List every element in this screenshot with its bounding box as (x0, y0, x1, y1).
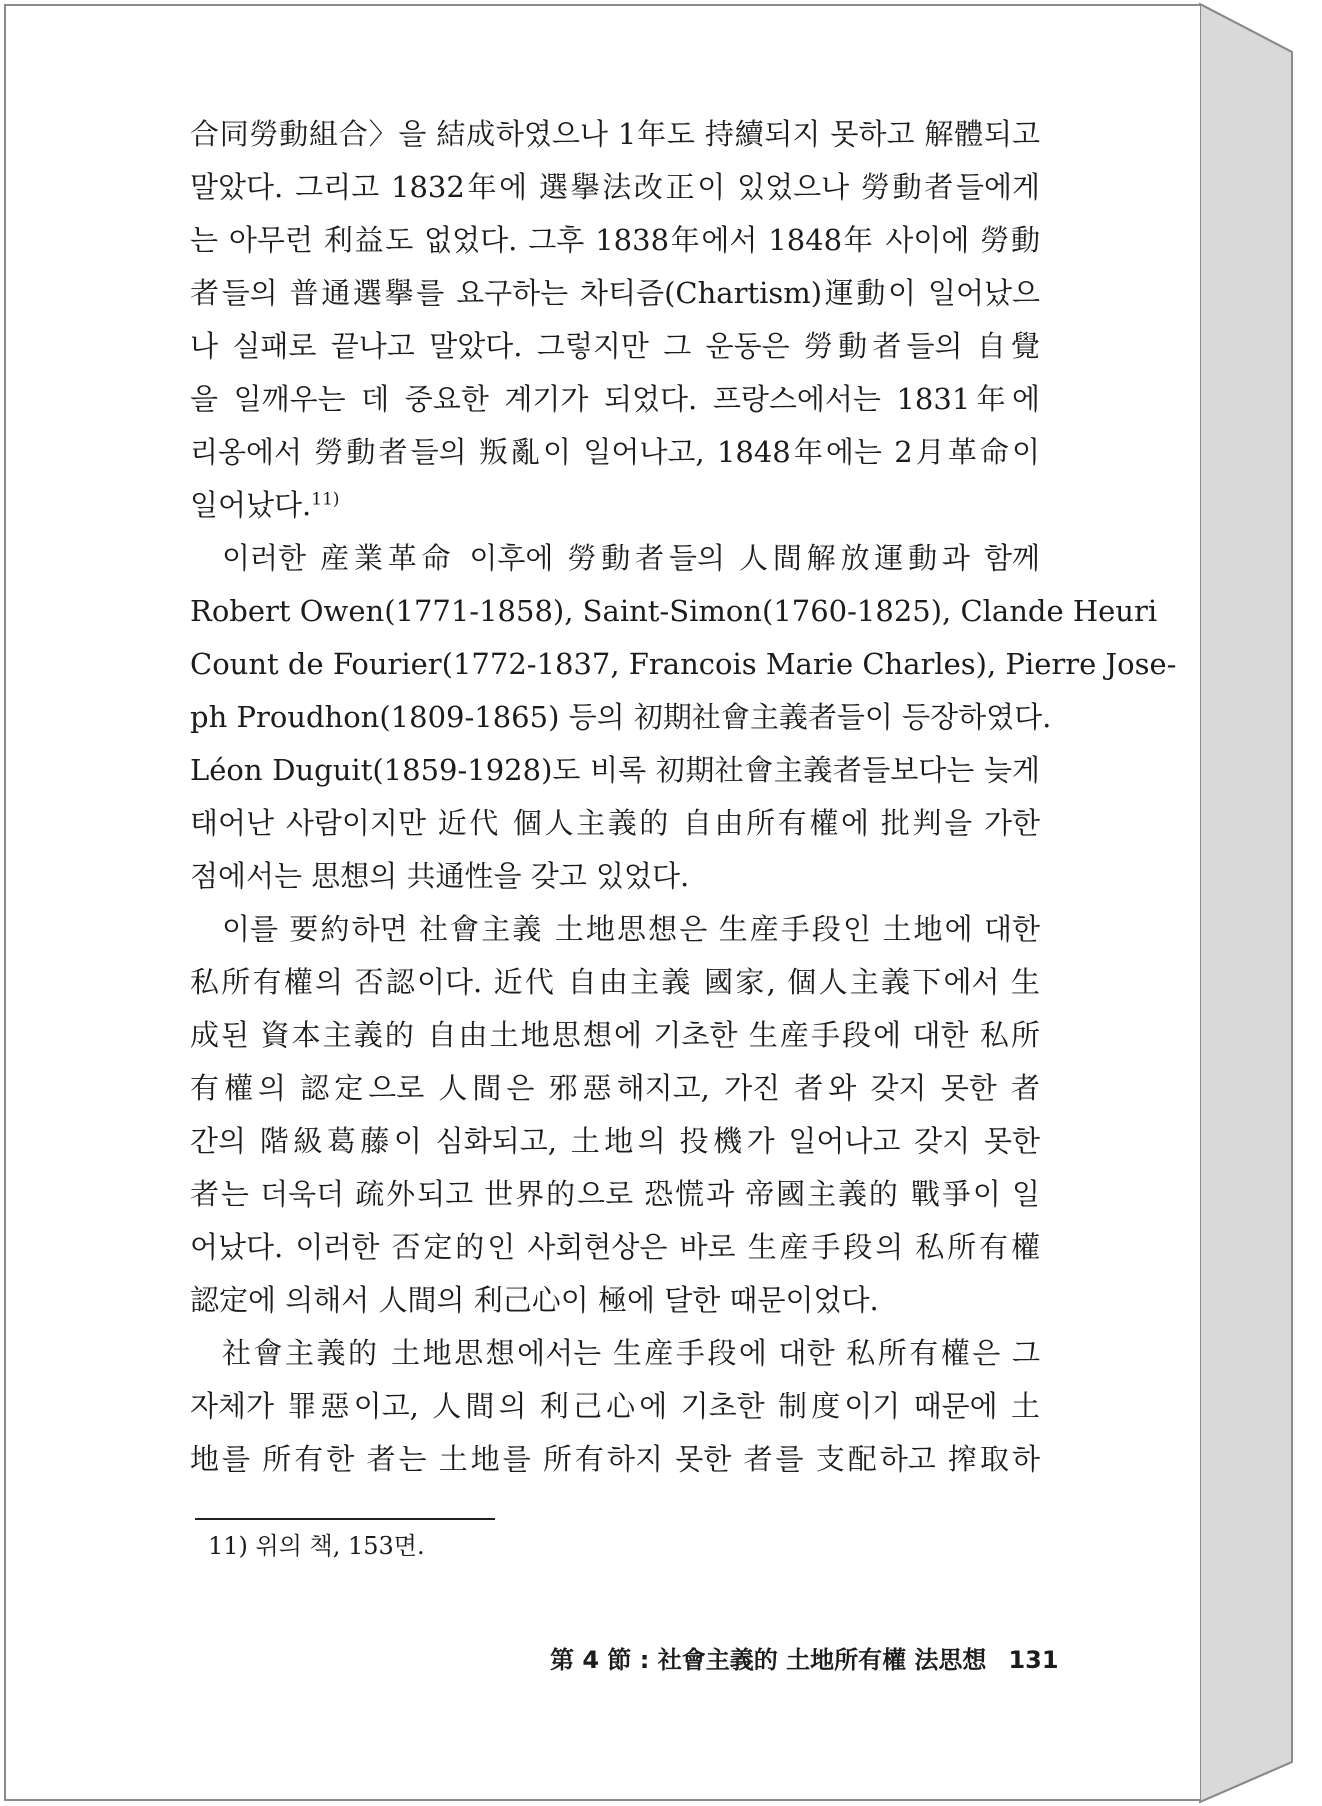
paragraph-start-line: 이를 要約하면 社會主義 土地思想은 生産手段인 土地에 대한 (222, 912, 1040, 946)
body-text (190, 108, 1177, 1486)
paragraph-start-line: 社會主義的 土地思想에서는 生産手段에 대한 私所有權은 그 (222, 1336, 1040, 1370)
text-line: 나 실패로 끝나고 말았다. 그렇지만 그 운동은 勞動者들의 自覺 (190, 329, 1040, 363)
text-line: 地를 所有한 者는 土地를 所有하지 못한 者를 支配하고 搾取하 (190, 1442, 1040, 1476)
text-line: Léon Duguit(1859-1928)도 비록 初期社會主義者들보다는 늦게 (190, 753, 1040, 787)
page-edge-face (1200, 4, 1292, 1802)
text-line: 점에서는 思想의 共通性을 갖고 있었다. (190, 859, 690, 893)
text-line (190, 479, 1040, 532)
text-line: 成된 資本主義的 自由土地思想에 기초한 生産手段에 대한 私所 (190, 1018, 1040, 1052)
text-line: Robert Owen(1771-1858), Saint-Simon(1760-1825), Clande Heuri (190, 594, 1158, 628)
text-line: Count de Fourier(1772-1837, Francois Marie Charles), Pierre Jose- (190, 647, 1177, 681)
paragraph-start-line: 이러한 産業革命 이후에 勞動者들의 人間解放運動과 함께 (222, 541, 1040, 575)
text-line: 간의 階級葛藤이 심화되고, 土地의 投機가 일어나고 갖지 못한 (190, 1124, 1040, 1158)
section-title: 第 4 節 : 社會主義的 土地所有權 法思想 (550, 1646, 987, 1674)
text-line: 者는 더욱더 疏外되고 世界的으로 恐慌과 帝國主義的 戰爭이 일 (190, 1177, 1040, 1211)
text-line-content: 일어났다. (190, 488, 312, 522)
footnote-divider (195, 1518, 495, 1520)
footnote-reference: 11) (311, 489, 340, 510)
text-line: 有權의 認定으로 人間은 邪惡해지고, 가진 者와 갖지 못한 者 (190, 1071, 1040, 1105)
page-number: 131 (1008, 1646, 1059, 1674)
text-line: 어났다. 이러한 否定的인 사회현상은 바로 生産手段의 私所有權 (190, 1230, 1040, 1264)
text-line: 는 아무런 利益도 없었다. 그후 1838年에서 1848年 사이에 勞動 (190, 223, 1040, 257)
text-line: ph Proudhon(1809-1865) 등의 初期社會主義者들이 등장하였다. (190, 700, 1052, 734)
text-line: 認定에 의해서 人間의 利己心이 極에 달한 때문이었다. (190, 1283, 879, 1317)
footnote: 11) 위의 책, 153면. (208, 1532, 425, 1560)
text-line: 者들의 普通選擧를 요구하는 차티즘(Chartism)運動이 일어났으 (190, 276, 1040, 310)
text-line: 私所有權의 否認이다. 近代 自由主義 國家, 個人主義下에서 生 (190, 965, 1040, 999)
running-footer (550, 1642, 1059, 1678)
text-line: 을 일깨우는 데 중요한 계기가 되었다. 프랑스에서는 1831年에 (190, 382, 1040, 416)
text-line: 태어난 사람이지만 近代 個人主義的 自由所有權에 批判을 가한 (190, 806, 1040, 840)
text-line: 리옹에서 勞動者들의 叛亂이 일어나고, 1848年에는 2月革命이 (190, 435, 1040, 469)
text-line: 말았다. 그리고 1832年에 選擧法改正이 있었으나 勞動者들에게 (190, 170, 1040, 204)
text-line: 자체가 罪惡이고, 人間의 利己心에 기초한 制度이기 때문에 土 (190, 1389, 1040, 1423)
text-line: 合同勞動組合〉을 結成하였으나 1年도 持續되지 못하고 解體되고 (190, 117, 1040, 151)
